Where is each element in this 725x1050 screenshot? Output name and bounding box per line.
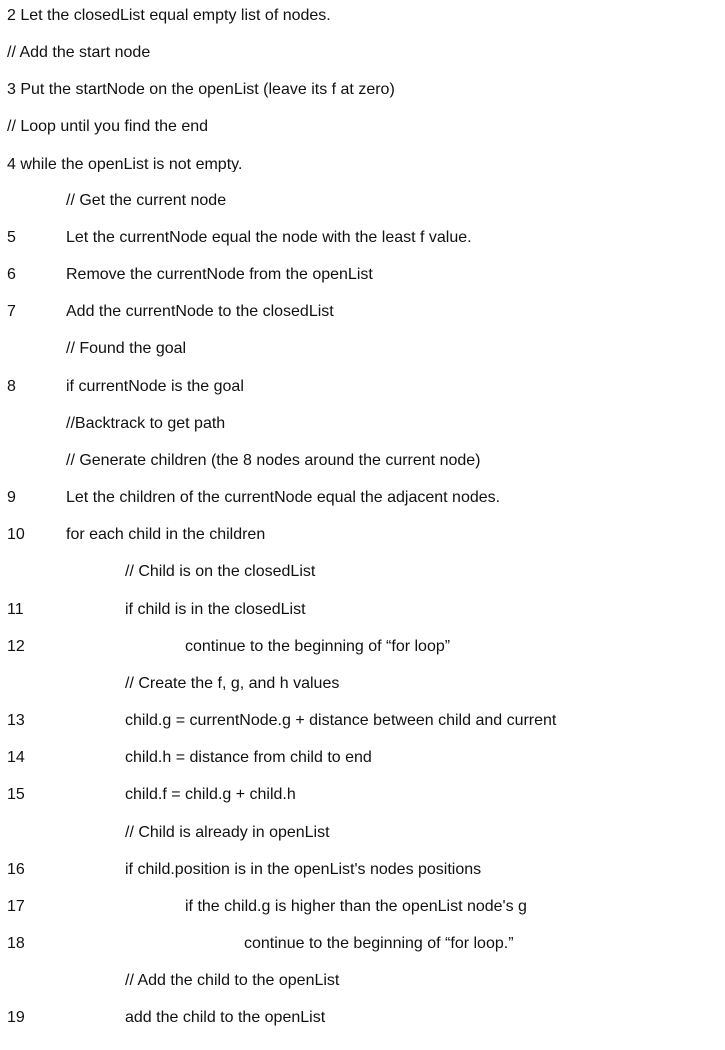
line-text: Add the currentNode to the closedList — [66, 303, 334, 320]
line-text: if the child.g is higher than the openList node's g — [185, 898, 527, 915]
line-text: // Add the child to the openList — [125, 972, 340, 989]
line-text: Let the children of the currentNode equal the adjacent nodes. — [66, 489, 501, 506]
line-number: 16 — [7, 861, 25, 878]
pseudocode-line-4 — [0, 153, 725, 172]
line-number: 9 — [7, 489, 16, 506]
line-text: if currentNode is the goal — [66, 378, 244, 395]
line-number: 17 — [7, 898, 25, 915]
line-number: 15 — [7, 786, 25, 803]
line-number: 19 — [7, 1009, 25, 1026]
line-text: // Child is already in openList — [125, 824, 330, 841]
line-text: child.g = currentNode.g + distance between child and current — [125, 712, 557, 729]
line-text: for each child in the children — [66, 526, 266, 543]
line-text: Let the currentNode equal the node with the least f value. — [66, 229, 472, 246]
line-number: 6 — [7, 266, 16, 283]
line-number: 14 — [7, 749, 25, 766]
line-text: 2 Let the closedList equal empty list of nodes. — [7, 7, 331, 24]
line-number: 13 — [7, 712, 25, 729]
line-text: child.f = child.g + child.h — [125, 786, 296, 803]
line-text: // Found the goal — [66, 340, 187, 357]
line-text: // Add the start node — [7, 44, 151, 61]
line-text: if child is in the closedList — [125, 601, 306, 618]
line-number: 10 — [7, 526, 25, 543]
line-text: add the child to the openList — [125, 1009, 326, 1026]
line-text: 4 while the openList is not empty. — [7, 156, 243, 172]
line-text: child.h = distance from child to end — [125, 749, 372, 766]
line-text: continue to the beginning of “for loop.” — [244, 935, 514, 952]
line-number: 12 — [7, 638, 25, 655]
line-text: // Get the current node — [66, 192, 227, 209]
line-text: // Generate children (the 8 nodes around the current node) — [66, 452, 481, 469]
line-number: 8 — [7, 378, 16, 395]
line-text: // Loop until you find the end — [7, 118, 209, 135]
line-text: // Child is on the closedList — [125, 563, 316, 580]
line-text: continue to the beginning of “for loop” — [185, 638, 451, 655]
line-text: Remove the currentNode from the openList — [66, 266, 373, 283]
line-number: 5 — [7, 229, 16, 246]
line-text: if child.position is in the openList's nodes positions — [125, 861, 482, 878]
line-text: // Create the f, g, and h values — [125, 675, 340, 692]
line-text: //Backtrack to get path — [66, 415, 226, 432]
line-number: 7 — [7, 303, 16, 320]
line-text: 3 Put the startNode on the openList (leave its f at zero) — [7, 81, 395, 98]
line-number: 11 — [7, 601, 24, 618]
line-number: 18 — [7, 935, 25, 952]
